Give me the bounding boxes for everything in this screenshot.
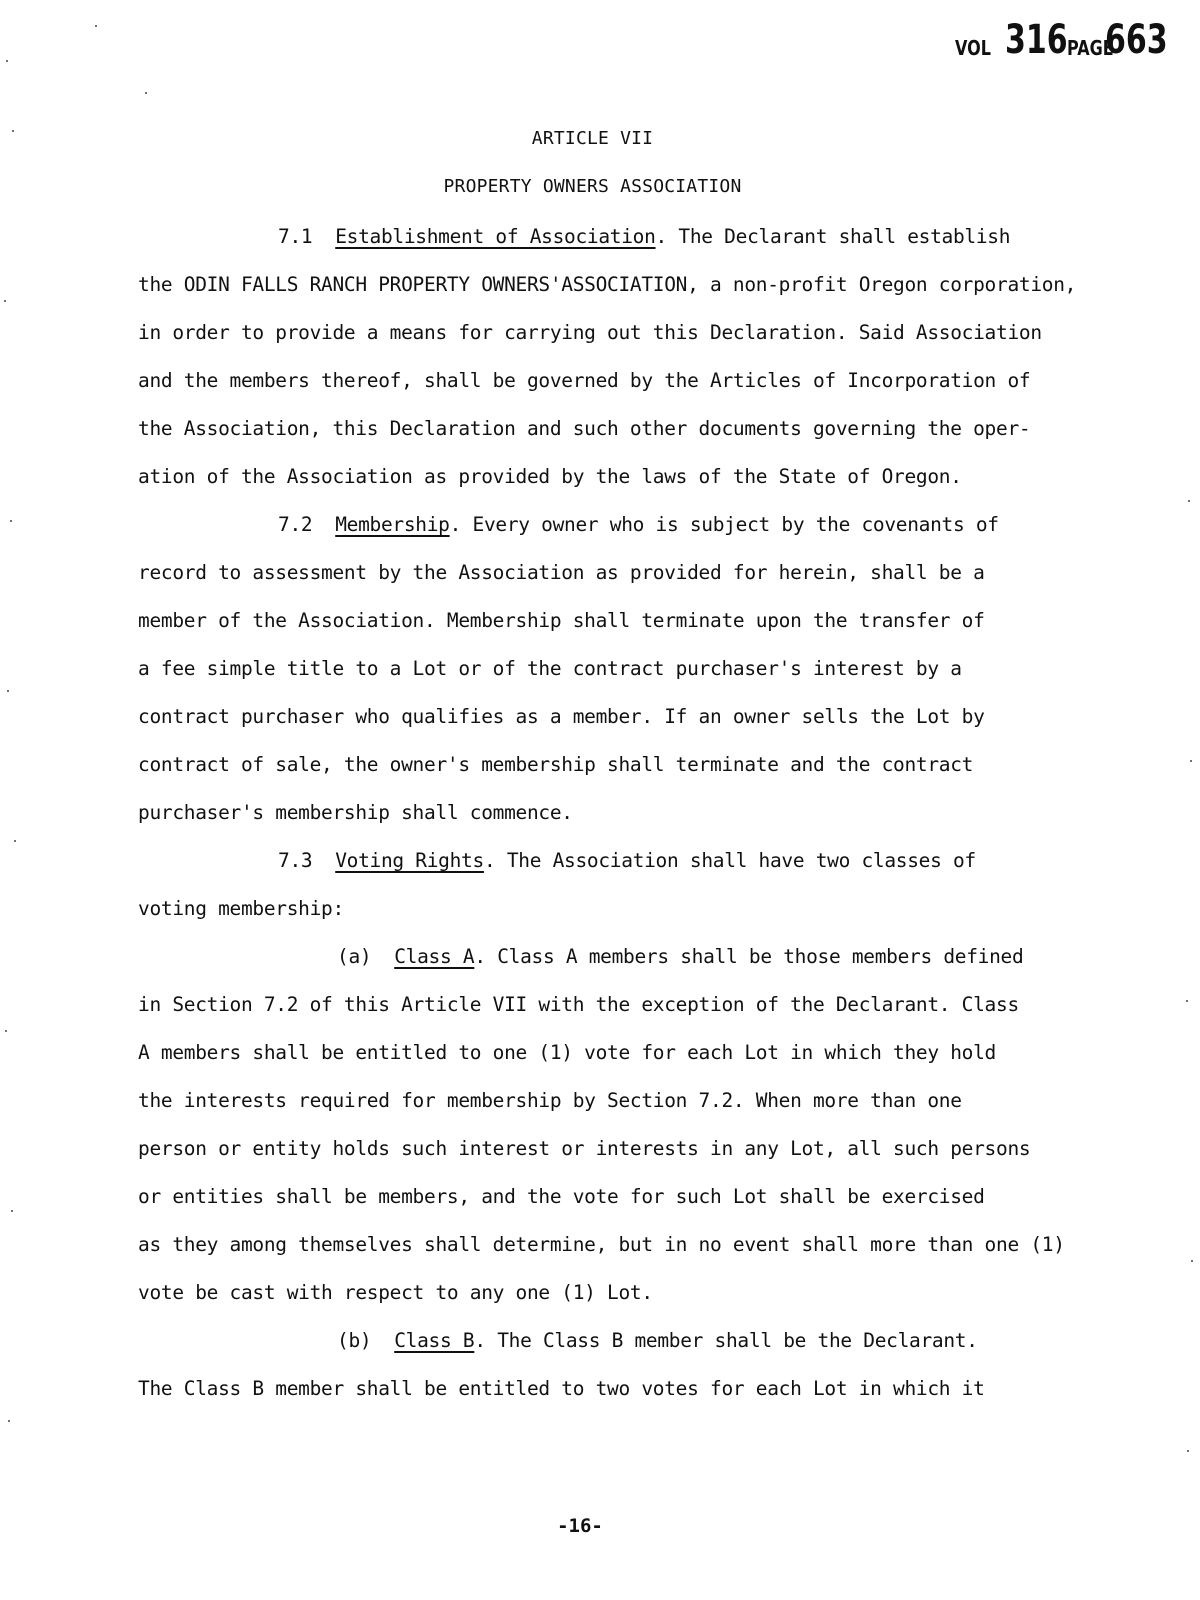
text-line: record to assessment by the Association as provided for herein, shall be a [138,561,985,584]
subsection-marker: (b) [337,1329,372,1352]
vol-number: 316 [1005,17,1068,63]
text-line: voting membership: [138,897,344,920]
text-line: member of the Association. Membership shall terminate upon the transfer of [138,609,985,632]
section-7-2-first-line [278,513,999,536]
text-line: contract of sale, the owner's membership shall terminate and the contract [138,753,974,776]
section-heading: Establishment of Association [335,225,656,248]
text-line: contract purchaser who qualifies as a member. If an owner sells the Lot by [138,705,985,728]
scan-speck [1188,500,1190,502]
vol-label: VOL [955,36,991,60]
subsection-marker: (a) [337,945,372,968]
scan-speck [4,300,6,302]
text-line: in order to provide a means for carrying out this Declaration. Said Association [138,321,1042,344]
text-line: as they among themselves shall determine, but in no event shall more than one (1) [138,1233,1065,1256]
text-line: person or entity holds such interest or interests in any Lot, all such persons [138,1137,1031,1160]
section-lead-text: . The Association shall have two classes of [483,849,976,872]
scan-speck [95,25,97,27]
text-line: the ODIN FALLS RANCH PROPERTY OWNERS'ASSOCIATION, a non-profit Oregon corporation, [138,273,1077,296]
scan-speck [1190,760,1192,762]
page-number-stamp: 663 [1105,17,1168,63]
section-7-1-first-line [278,225,1010,248]
scan-speck [1187,1450,1189,1452]
subsection-lead-text: . The Class B member shall be the Declarant. [474,1329,978,1352]
class-a-first-line [337,945,1023,968]
text-line: A members shall be entitled to one (1) vote for each Lot in which they hold [138,1041,997,1064]
subsection-heading: Class B [394,1329,475,1352]
class-b-first-line [337,1329,978,1352]
section-7-3-first-line [278,849,976,872]
scan-speck [14,840,16,842]
scan-speck [5,1030,7,1032]
page-number: -16- [557,1515,603,1537]
recording-stamp [955,14,1190,74]
subsection-lead-text: . Class A members shall be those members defined [474,945,1024,968]
scan-speck [1191,1260,1193,1262]
text-line: the interests required for membership by Section 7.2. When more than one [138,1089,962,1112]
text-line: in Section 7.2 of this Article VII with the exception of the Declarant. Class [138,993,1019,1016]
page-label: PAGE [1067,36,1114,60]
scan-speck [6,60,8,62]
text-line: purchaser's membership shall commence. [138,801,573,824]
article-number: ARTICLE VII [531,128,654,149]
text-line: the Association, this Declaration and such other documents governing the oper- [138,417,1031,440]
scan-speck [10,520,12,522]
scan-speck [11,1210,13,1212]
text-line: and the members thereof, shall be governed by the Articles of Incorporation of [138,369,1031,392]
section-heading: Membership [335,513,450,536]
scan-speck [1186,1000,1188,1002]
text-line: or entities shall be members, and the vote for such Lot shall be exercised [138,1185,985,1208]
section-number: 7.3 [278,849,313,872]
section-lead-text: . Every owner who is subject by the covenants of [449,513,999,536]
text-line: vote be cast with respect to any one (1) Lot. [138,1281,653,1304]
article-title: PROPERTY OWNERS ASSOCIATION [443,176,742,197]
scan-speck [8,1420,10,1422]
section-number: 7.1 [278,225,313,248]
text-line: ation of the Association as provided by the laws of the State of Oregon. [138,465,962,488]
scan-speck [7,690,9,692]
scan-speck [12,130,14,132]
section-lead-text: . The Declarant shall establish [655,225,1011,248]
scan-speck [145,92,147,94]
section-heading: Voting Rights [335,849,484,872]
subsection-heading: Class A [394,945,475,968]
text-line: The Class B member shall be entitled to two votes for each Lot in which it [138,1377,985,1400]
text-line: a fee simple title to a Lot or of the contract purchaser's interest by a [138,657,962,680]
section-number: 7.2 [278,513,313,536]
